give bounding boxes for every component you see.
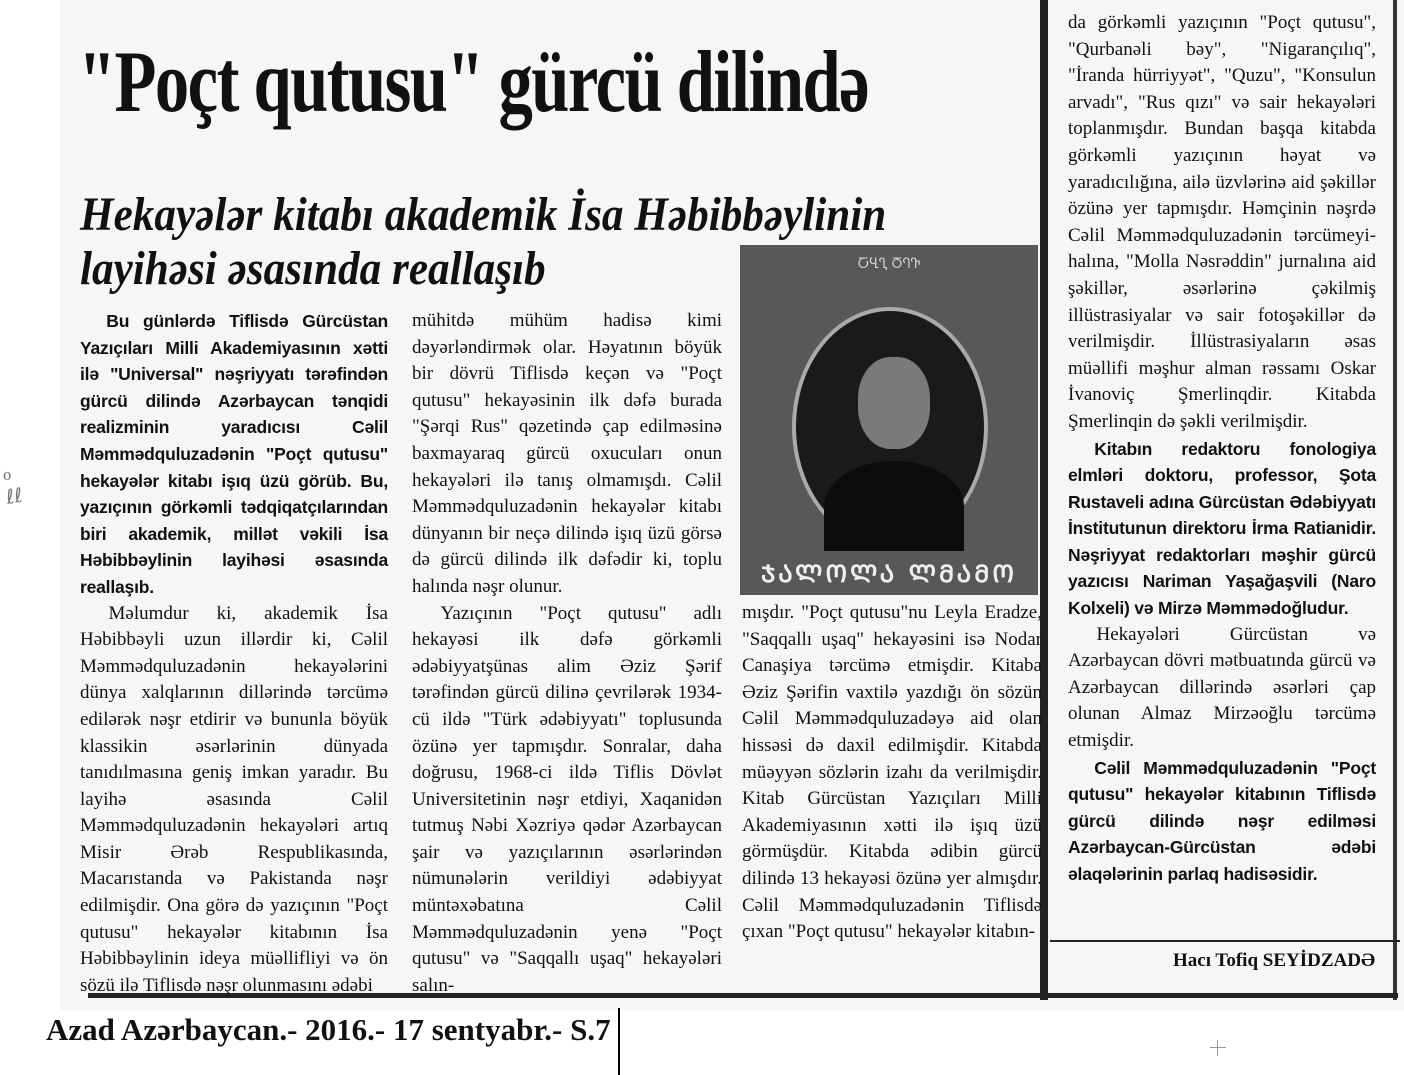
author-byline: Hacı Tofiq SEYİDZADƏ [1173,950,1375,971]
portrait-coat [824,461,964,551]
paragraph: Hekayələri Gürcüstan və Azərbaycan dövri mətbuatında gürcü və Azərbaycan dillərində əsərləri çap olunan Almaz Mirzəoğlu tərcümə etmişdir. [1068,623,1376,752]
author-rule [1050,940,1400,942]
portrait-face [858,357,930,449]
paragraph: mühitdə mühüm hadisə kimi dəyərləndirmək olar. Həyatının böyük bir dövrü Tiflisdə keçən və "Poçt qutusu" hekayəsinin ilk dəfə burada "Şərqi Rus" qəzetində çap edilməsinə baxmayaraq gürcü oxucuları onun hekayələri ilə tanış olmamışdı. Cəlil Məmmədquluzadənin hekayələr kitabı dünyanın bir neçə dilində işıq üzü görsə də gürcü dilində ilk dəfədir ki, toplu halında nəşr olunur. [412,310,722,597]
author-portrait-photo [740,245,1038,595]
right-border [1393,0,1397,1000]
paragraph: da görkəmli yazıçının "Poçt qutusu", "Qurbanəli bəy", "Nigarançılıq", "İranda hürriyyət", "Quzu", "Konsulun arvadı", "Rus qızı" və sair hekayələri toplanmışdır. Bundan başqa kitabda görkəmli yazıçının həyat və yaradıcılığına, ailə üzvlərinə aid şəkillər özünə yer tapmışdır. Həmçinin nəşrdə Cəlil Məmmədquluzadənin tərcümeyi-halına, "Molla Nəsrəddin" jurnalına aid şəkillər, əsərlərinə çəkilmiş illüstrasiyalar və sair fotoşəkillər də verilmişdir. İllüstrasiyaların əsas müəllifi məşhur alman rəssamı Oskar İvanoviç Şmerlinqdir. Kitabda Şmerlinqin də şəkli verilmişdir. [1068,12,1376,432]
handwritten-mark: ℴ ℓℓ [0,460,25,510]
photo-top-inscription: ႠႡႢ ႣႤႥ [857,257,921,272]
paragraph: Məlumdur ki, akademik İsa Həbibbəyli uzun illərdir ki, Cəlil Məmmədquluzadənin hekayələrini dünya xalqlarının dillərində tərcümə edilərək nəşr etdirir və bununla böyük klassikin əsərlərinin dünyada tanıdılmasına geniş imkan yaradır. Bu layihə əsasında Cəlil Məmmədquluzadənin hekayələri artıq Misir Ərəb Respublikasında, Macarıstanda və Pakistanda nəşr edilmişdir. Ona görə də yazıçının "Poçt qutusu" hekayələr kitabının İsa Həbibbəylinin ideya müəllifliyi və ön sözü ilə Tiflisdə nəşr olunmasını ədəbi [80,602,388,996]
bold-paragraph: Kitabın redaktoru fonologiya elmləri doktoru, professor, Şota Rustaveli adına Gürcüstan Ədəbiyyatı İnstitutunun direktoru İrma Ratianidir. Nəşriyyat redaktorları məşhir gürcü yazıcısı Nariman Yaşağaşvili (Naro Kolxeli) və Mirzə Məmmədoğludur. [1068,438,1376,619]
lead-paragraph: Bu günlərdə Tiflisdə Gürcüstan Yazıçıları Milli Akademiyasının xətti ilə "Universal" nəşriyyatı tərəfindən gürcü dilində Azərbaycan tənqidi realizminin yaradıcısı Cəlil Məmmədquluzadənin "Poçt qutusu" hekayələr kitabı işıq üzü görüb. Bu, yazıçının görkəmli tədqiqatçılarından biri akademik, millət vəkili İsa Həbibbəylinin layihəsi əsasında reallaşıb. [80,311,388,597]
headline: "Poçt qutusu" gürcü dilində [78,34,868,131]
photo-caption: ᲯᲐᲚᲝᲚᲐ ᲚᲛᲐᲛᲝ [760,560,1018,588]
article-column-1 [80,308,388,999]
paragraph: Yazıçının "Poçt qutusu" adlı hekayəsi ilk dəfə görkəmli ədəbiyyatşünas alim Əziz Şərif tərəfindən gürcü dilinə çevrilərək 1934-cü ildə "Türk ədəbiyyatı" toplusunda özünə yer tapmışdır. Sonralar, daha doğrusu, 1968-ci ildə Tiflis Dövlət Universitetinin nəşr etdiyi, Xaqanidən tutmuş Nəbi Xəzriyə qədər Azərbaycan şair və yazıçılarının əsərlərindən nümunələrin verildiyi ədəbiyyat müntəxəbatına Cəlil Məmmədquluzadənin yenə "Poçt qutusu" və "Saqqallı uşaq" hekayələri salın- [412,602,722,996]
subheadline-line-1: Hekayələr kitabı akademik İsa Həbibbəylinin [80,188,887,241]
source-citation: Azad Azərbaycan.- 2016.- 17 sentyabr.- S.7 [46,1012,611,1047]
crosshair-icon [1210,1040,1226,1056]
article-column-2 [412,308,722,999]
article-column-4 [1068,10,1376,888]
article-column-3 [742,600,1042,946]
portrait-oval-frame [792,307,988,547]
text-cursor-line [618,1008,620,1075]
paragraph: mışdır. "Poçt qutusu"nu Leyla Eradze, "Saqqallı uşaq" hekayəsini isə Nodar Canaşiya tərcümə etmişdir. Kitaba Əziz Şərifin vaxtilə yazdığı ön sözün Cəlil Məmmədquluzadəyə aid olan hissəsi də daxil edilmişdir. Kitabda müəyyən sözlərin izahı da verilmişdir. Kitab Gürcüstan Yazıçıları Milli Akademiyasının xətti ilə işıq üzü görmüşdür. Kitabda ədibin gürcü dilində 13 hekayəsi özünə yer almışdır. Cəlil Məmmədquluzadənin Tiflisdə çıxan "Poçt qutusu" hekayələr kitabın- [742,602,1042,943]
subheadline-line-2: layihəsi əsasında reallaşıb [80,242,546,295]
closing-paragraph: Cəlil Məmmədquluzadənin "Poçt qutusu" hekayələr kitabının Tiflisdə gürcü dilində nəşr edilməsi Azərbaycan-Gürcüstan ədəbi əlaqələrinin parlaq hadisəsidir. [1068,757,1376,884]
